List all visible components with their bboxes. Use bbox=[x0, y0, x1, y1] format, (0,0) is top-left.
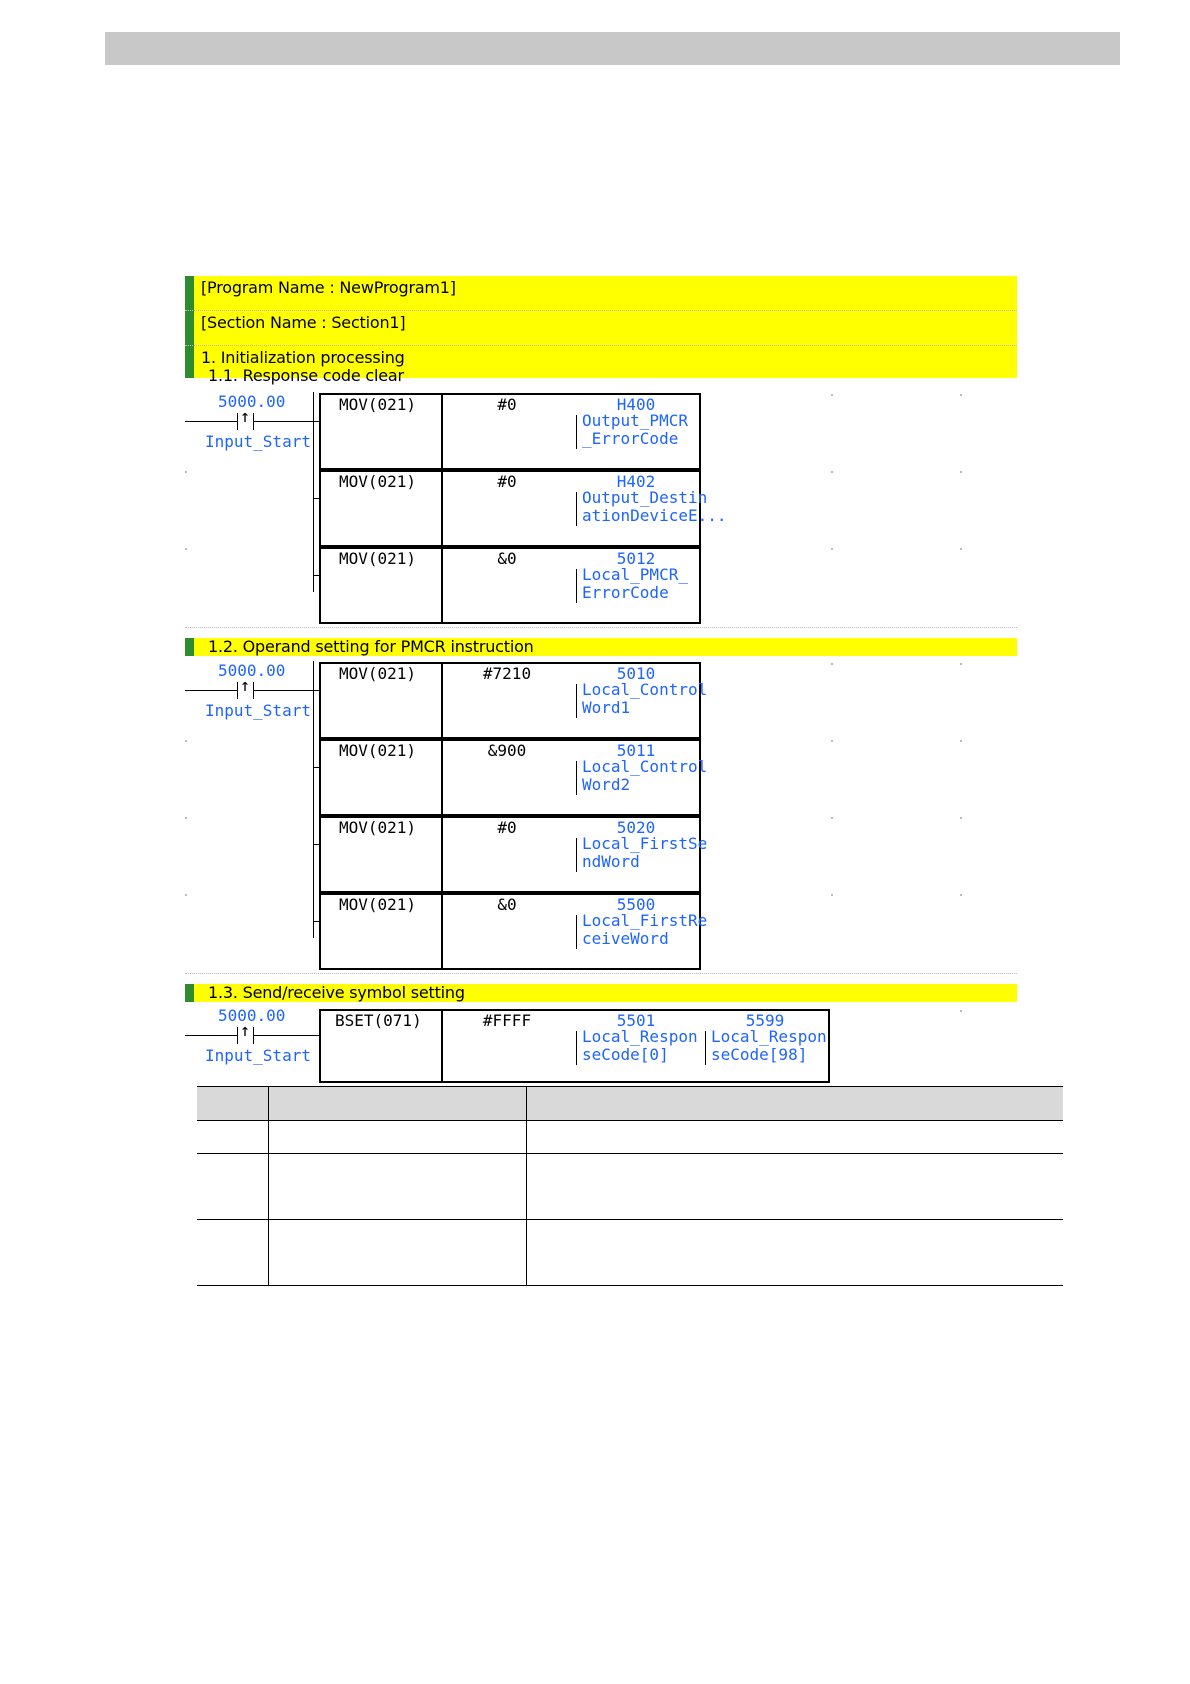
rung3-contact[interactable] bbox=[185, 1006, 310, 1070]
instruction-block[interactable] bbox=[319, 393, 701, 470]
dest-address: 5011 bbox=[616, 741, 656, 760]
instruction-block[interactable] bbox=[319, 816, 708, 893]
instruction-op: BSET(071) bbox=[335, 1011, 422, 1030]
dest-name: Local_FirstSe ndWord bbox=[582, 834, 708, 871]
rising-edge-icon: ↑ bbox=[239, 407, 251, 427]
dest-address: 5010 bbox=[616, 664, 656, 683]
instruction-block[interactable] bbox=[319, 739, 708, 816]
dest-name: Local_Respon seCode[98] bbox=[711, 1027, 827, 1064]
contact-address: 5000.00 bbox=[218, 1006, 286, 1025]
ladder-diagram bbox=[185, 276, 1017, 1086]
instruction-block[interactable] bbox=[319, 1009, 830, 1083]
source-operand: &900 bbox=[487, 741, 527, 760]
rung2-branch-bus bbox=[313, 661, 314, 938]
section-name: [Section Name : Section1] bbox=[201, 313, 406, 332]
rung1-branch-bus bbox=[313, 392, 314, 592]
table-row bbox=[197, 1220, 1063, 1286]
source-operand: #0 bbox=[497, 472, 517, 491]
dest-name: Local_Control Word1 bbox=[582, 680, 708, 717]
contact-name: Input_Start bbox=[205, 1046, 311, 1065]
dest-address: H400 bbox=[616, 395, 656, 414]
rung1-contact[interactable] bbox=[185, 392, 310, 456]
description-table bbox=[197, 1086, 1063, 1286]
table-header-row bbox=[197, 1087, 1063, 1121]
dest-address: 5599 bbox=[745, 1011, 785, 1030]
instruction-op: MOV(021) bbox=[339, 818, 417, 837]
instruction-block[interactable] bbox=[319, 893, 708, 970]
section-title-response-clear: 1.1. Response code clear bbox=[208, 366, 404, 385]
contact-address: 5000.00 bbox=[218, 392, 286, 411]
instruction-block[interactable] bbox=[319, 547, 701, 624]
section-header-symbol bbox=[185, 984, 1017, 1002]
dest-address: 5500 bbox=[616, 895, 656, 914]
instruction-op: MOV(021) bbox=[339, 664, 417, 683]
section-title-operand: 1.2. Operand setting for PMCR instruction bbox=[208, 637, 534, 656]
dest-name: Output_PMCR _ErrorCode bbox=[582, 411, 688, 448]
instruction-op: MOV(021) bbox=[339, 741, 417, 760]
rising-edge-icon: ↑ bbox=[239, 1021, 251, 1041]
dest-name: Local_Respon seCode[0] bbox=[582, 1027, 698, 1064]
section-header-operand bbox=[185, 638, 1017, 656]
program-header-block bbox=[185, 276, 1017, 385]
dest-name: Local_PMCR_ ErrorCode bbox=[582, 565, 688, 602]
program-name: [Program Name : NewProgram1] bbox=[201, 278, 456, 297]
instruction-block[interactable] bbox=[319, 662, 708, 739]
source-operand: #0 bbox=[497, 395, 517, 414]
rung2-contact[interactable] bbox=[185, 661, 310, 725]
dest-name: Output_Destin ationDeviceE... bbox=[582, 488, 727, 525]
instruction-op: MOV(021) bbox=[339, 395, 417, 414]
source-operand: #0 bbox=[497, 818, 517, 837]
page-header-bar bbox=[105, 32, 1120, 65]
instruction-op: MOV(021) bbox=[339, 472, 417, 491]
table-row bbox=[197, 1121, 1063, 1154]
source-operand: &0 bbox=[497, 895, 517, 914]
contact-address: 5000.00 bbox=[218, 661, 286, 680]
source-operand: &0 bbox=[497, 549, 517, 568]
dest-name: Local_Control Word2 bbox=[582, 757, 708, 794]
instruction-block[interactable] bbox=[319, 470, 727, 547]
table-row bbox=[197, 1154, 1063, 1220]
instruction-op: MOV(021) bbox=[339, 549, 417, 568]
dest-address: 5012 bbox=[616, 549, 656, 568]
section-title-init: 1. Initialization processing bbox=[201, 348, 405, 367]
dest-address: 5501 bbox=[616, 1011, 656, 1030]
dest-name: Local_FirstRe ceiveWord bbox=[582, 911, 708, 948]
rising-edge-icon: ↑ bbox=[239, 676, 251, 696]
source-operand: #FFFF bbox=[482, 1011, 532, 1030]
instruction-op: MOV(021) bbox=[339, 895, 417, 914]
contact-name: Input_Start bbox=[205, 701, 311, 720]
section-title-symbol: 1.3. Send/receive symbol setting bbox=[208, 983, 465, 1002]
contact-name: Input_Start bbox=[205, 432, 311, 451]
dest-address: 5020 bbox=[616, 818, 656, 837]
dest-address: H402 bbox=[616, 472, 656, 491]
source-operand: #7210 bbox=[482, 664, 532, 683]
